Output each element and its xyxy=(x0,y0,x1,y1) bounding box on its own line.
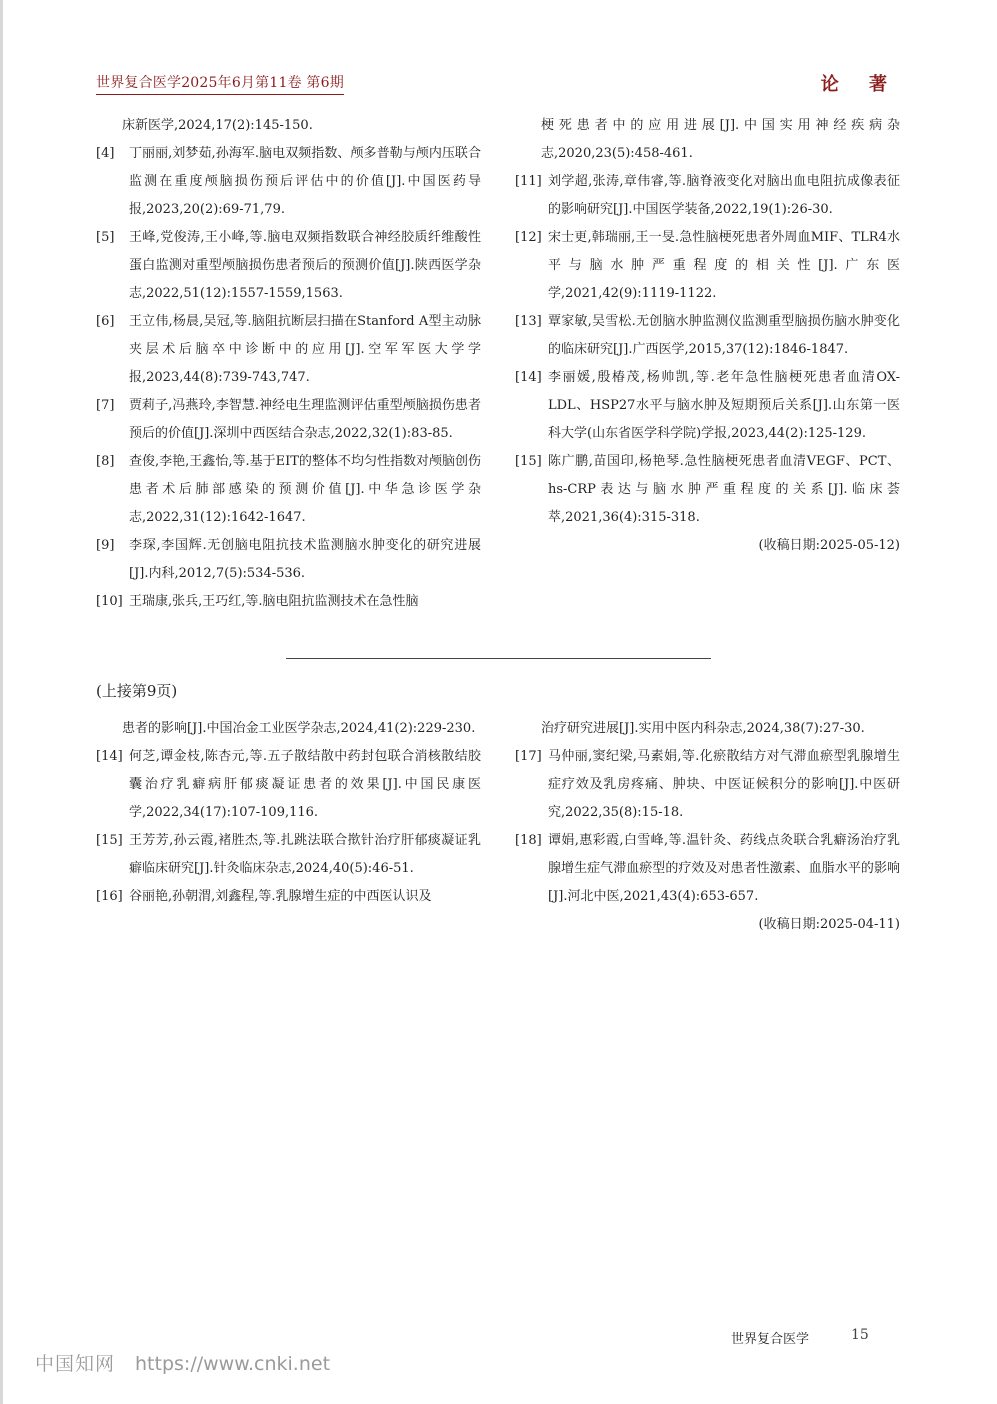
reference-item: [15] 陈广鹏,苗国印,杨艳琴.急性脑梗死患者血清VEGF、PCT、hs-CRP表达与脑水肿严重程度的关系[J].临床荟萃,2021,36(4):315-318. xyxy=(515,454,900,525)
bottom-right-references xyxy=(515,715,900,939)
reference-item: [8] 查俊,李艳,王鑫怡,等.基于EIT的整体不均匀性指数对颅脑创伤患者术后肺部感染的预测价值[J].中华急诊医学杂志,2022,31(12):1642-1647. xyxy=(96,454,481,525)
page-edge xyxy=(0,0,3,1404)
cnki-logo: 中国知网 xyxy=(35,1353,116,1375)
reference-item: [13] 覃家敏,吴雪松.无创脑水肿监测仪监测重型脑损伤脑水肿变化的临床研究[J].广西医学,2015,37(12):1846-1847. xyxy=(515,314,900,357)
footer-journal-name: 世界复合医学 xyxy=(731,1332,810,1347)
reference-item: 梗死患者中的应用进展[J].中国实用神经疾病杂志,2020,23(5):458-461. xyxy=(541,118,900,161)
reference-item: [15] 王芳芳,孙云霞,褚胜杰,等.扎跳法联合揿针治疗肝郁痰凝证乳癖临床研究[J].针灸临床杂志,2024,40(5):46-51. xyxy=(96,833,481,876)
reference-item: [11] 刘学超,张涛,章伟睿,等.脑脊液变化对脑出血电阻抗成像表征的影响研究[J].中国医学装备,2022,19(1):26-30. xyxy=(515,174,900,217)
cnki-url: https://www.cnki.net xyxy=(135,1353,331,1375)
cnki-watermark xyxy=(35,1349,330,1376)
top-right-references xyxy=(515,112,900,560)
journal-header: 世界复合医学2025年6月第11卷 第6期 xyxy=(96,72,344,95)
section-divider xyxy=(286,658,711,659)
reference-item: [9] 李琛,李国辉.无创脑电阻抗技术监测脑水肿变化的研究进展[J].内科,2012,7(5):534-536. xyxy=(96,538,481,581)
reference-item: [18] 谭娟,惠彩霞,白雪峰,等.温针灸、药线点灸联合乳癖汤治疗乳腺增生症气滞血瘀型的疗效及对患者性激素、血脂水平的影响[J].河北中医,2021,43(4):653-657. xyxy=(515,833,900,904)
reference-item: 治疗研究进展[J].实用中医内科杂志,2024,38(7):27-30. xyxy=(541,721,865,736)
reference-item: [12] 宋士更,韩瑞丽,王一旻.急性脑梗死患者外周血MIF、TLR4水平与脑水肿严重程度的相关性[J].广东医学,2021,42(9):1119-1122. xyxy=(515,230,900,301)
reference-item: [4] 丁丽丽,刘梦茹,孙海军.脑电双频指数、颅多普勒与颅内压联合监测在重度颅脑损伤预后评估中的价值[J].中国医药导报,2023,20(2):69-71,79. xyxy=(96,146,481,217)
reference-item: [14] 何芝,谭金枝,陈杏元,等.五子散结散中药封包联合消核散结胶囊治疗乳癖病肝郁痰凝证患者的效果[J].中国民康医学,2022,34(17):107-109,116. xyxy=(96,749,481,820)
top-left-references xyxy=(96,112,481,616)
reference-item: [5] 王峰,党俊涛,王小峰,等.脑电双频指数联合神经胶质纤维酸性蛋白监测对重型颅脑损伤患者预后的预测价值[J].陕西医学杂志,2022,51(12):1557-1559,1563. xyxy=(96,230,481,301)
received-date: (收稿日期:2025-04-11) xyxy=(758,917,900,932)
reference-item: [14] 李丽媛,殷椿茂,杨帅凯,等.老年急性脑梗死患者血清OX-LDL、HSP27水平与脑水肿及短期预后关系[J].山东第一医科大学(山东省医学科学院)学报,2023,44(2):125-129. xyxy=(515,370,900,441)
section-label: 论 著 xyxy=(820,74,899,95)
received-date: (收稿日期:2025-05-12) xyxy=(758,538,900,553)
page-number: 15 xyxy=(851,1327,869,1343)
reference-item: 患者的影响[J].中国冶金工业医学杂志,2024,41(2):229-230. xyxy=(122,721,476,736)
reference-item: [17] 马仲丽,窦纪梁,马素娟,等.化瘀散结方对气滞血瘀型乳腺增生症疗效及乳房疼痛、肿块、中医证候积分的影响[J].中医研究,2022,35(8):15-18. xyxy=(515,749,900,820)
continued-from-label: (上接第9页) xyxy=(96,682,178,700)
reference-item: [7] 贾莉子,冯燕玲,李智慧.神经电生理监测评估重型颅脑损伤患者预后的价值[J].深圳中西医结合杂志,2022,32(1):83-85. xyxy=(96,398,481,441)
reference-item: [6] 王立伟,杨晨,吴冠,等.脑阻抗断层扫描在Stanford A型主动脉夹层术后脑卒中诊断中的应用[J].空军军医大学学报,2023,44(8):739-743,747. xyxy=(96,314,481,385)
reference-item: 床新医学,2024,17(2):145-150. xyxy=(122,118,313,133)
reference-item: [10] 王瑞康,张兵,王巧红,等.脑电阻抗监测技术在急性脑 xyxy=(96,594,419,609)
reference-item: [16] 谷丽艳,孙朝渭,刘鑫程,等.乳腺增生症的中西医认识及 xyxy=(96,889,432,904)
bottom-left-references xyxy=(96,715,481,911)
